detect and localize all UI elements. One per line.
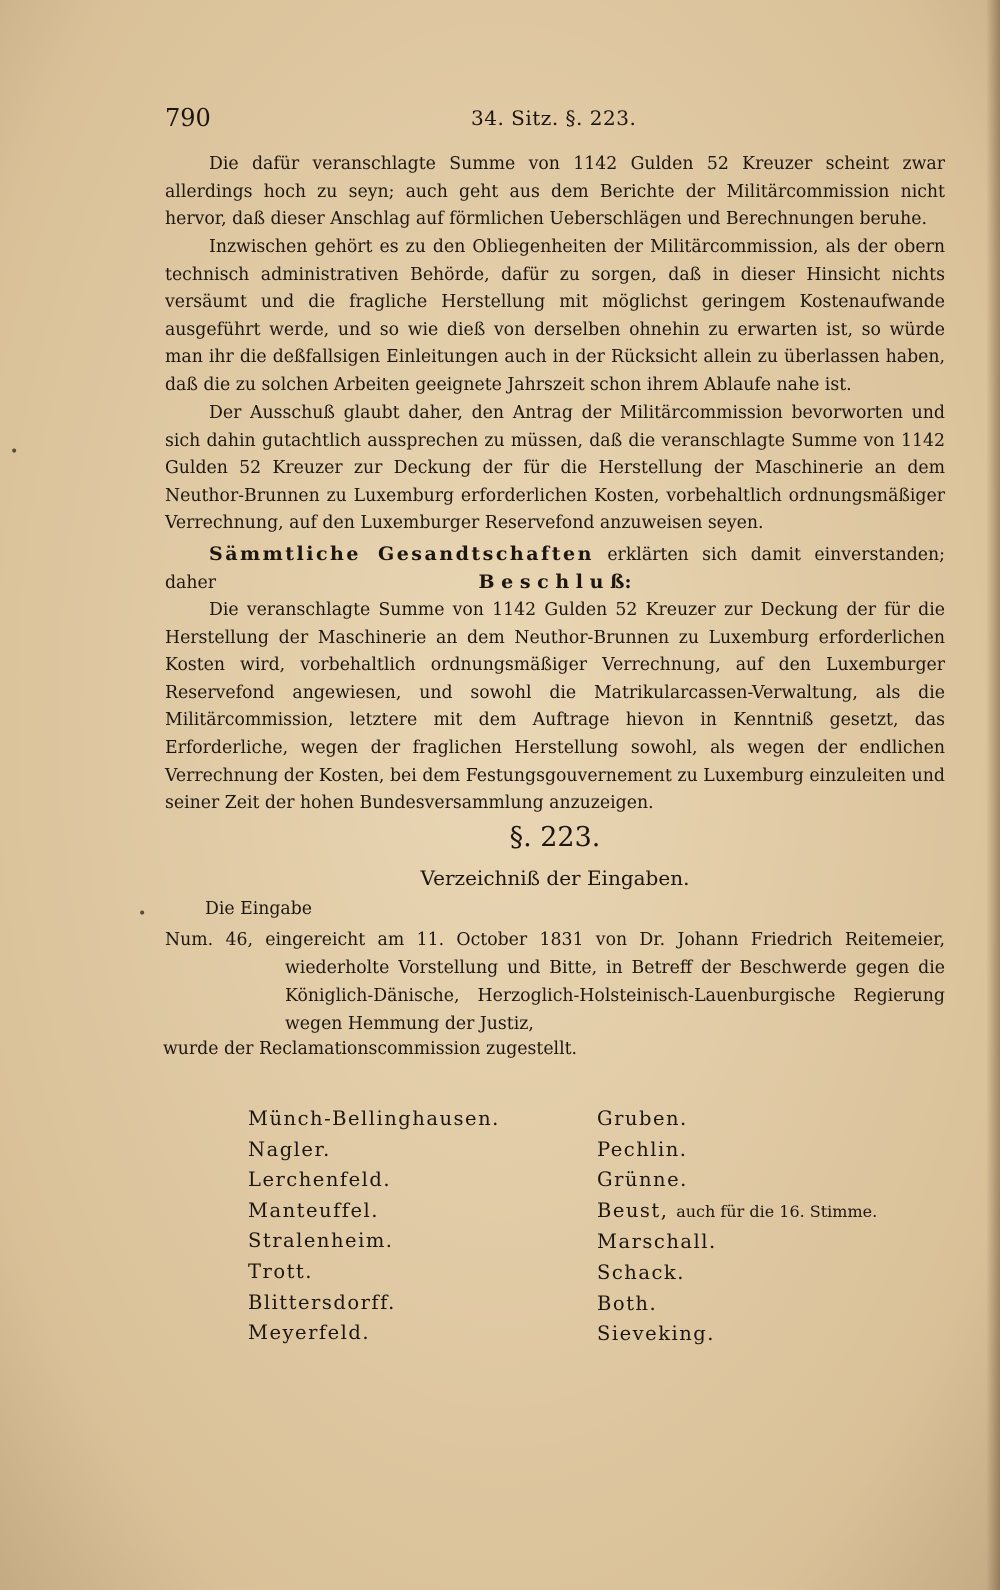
signature-name: Blittersdorff. (248, 1290, 396, 1314)
margin-dot: • (10, 444, 19, 460)
eingabe-entry: Num. 46, eingereicht am 11. October 1831 von Dr. Johann Friedrich Reitemeier, wiederholte Vorstellung und Bitte, in Betreff der Beschwerde gegen die Königlich-Dänische, Herzoglich-Holsteinisch-Lauenburgische Regierung wegen Hemmung der Justiz, (165, 930, 945, 1034)
agreement-emphasis: Sämmtliche Gesandtschaften (209, 543, 594, 565)
section-title: Verzeichniß der Eingaben. (420, 866, 690, 890)
paragraph-3: Der Ausschuß glaubt daher, den Antrag der Militärcommission bevorworten und sich dahin gutachtlich aussprechen zu müssen, daß die veranschlagte Summe von 1142 Gulden 52 Kreuzer zur Deckung der für die Herstellung der Maschinerie an dem Neuthor-Brunnen zu Luxemburg erforderlichen Kosten, vorbehaltlich ordnungsmäßiger Verrechnung, auf den Luxemburger Reservefond anzuweisen seyen. (165, 403, 945, 534)
signature-name: Trott. (248, 1259, 313, 1283)
beschluss-heading: B e s c h l u ß: (478, 571, 632, 593)
page-header (165, 104, 945, 138)
margin-dot: • (138, 906, 147, 922)
signature-name: Manteuffel. (248, 1198, 379, 1222)
beust-note: auch für die 16. Stimme. (676, 1201, 878, 1221)
page-edge-shadow (986, 0, 1000, 1590)
signatures-right (597, 1104, 877, 1350)
signature-name-beust (597, 1196, 877, 1228)
signature-name: Marschall. (597, 1230, 717, 1254)
eingabe-closing: wurde der Reclamationscommission zugestellt. (163, 1039, 578, 1059)
signature-name: Sieveking. (597, 1322, 715, 1346)
signature-name: Pechlin. (597, 1137, 688, 1161)
signature-name: Schack. (597, 1260, 685, 1284)
signature-name: Meyerfeld. (248, 1321, 371, 1345)
eingabe-intro: Die Eingabe (205, 899, 313, 919)
agreement-rest: erklärten sich damit einverstanden; daher (165, 545, 945, 593)
section-number: §. 223. (509, 822, 601, 853)
beschluss-text: Die veranschlagte Summe von 1142 Gulden 52 Kreuzer zur Deckung der für die Herstellung der Maschinerie an dem Neuthor-Brunnen zu Luxemburg erforderlichen Kosten wird, vorbehaltlich ordnungsmäßiger Verrechnung, auf den Luxemburger Reservefond angewiesen, und sowohl die Matrikularcassen-Verwaltung, als die Militärcommission, letztere mit dem Auftrage hievon in Kenntniß gesetzt, das Erforderliche, wegen der fraglichen Herstellung sowohl, als wegen der endlichen Verrechnung der Kosten, bei dem Festungsgouvernement zu Luxemburg einzuleiten und seiner Zeit der hohen Bundesversammlung anzuzeigen. (165, 600, 945, 814)
signature-name: Beust, (597, 1198, 669, 1222)
running-head: 34. Sitz. §. 223. (471, 106, 637, 130)
signature-name: Stralenheim. (248, 1229, 394, 1253)
page-number: 790 (165, 104, 211, 132)
paragraph-1: Die dafür veranschlagte Summe von 1142 Gulden 52 Kreuzer scheint zwar allerdings hoch zu seyn; auch geht aus dem Berichte der Militärcommission nicht hervor, daß dieser Anschlag auf förmlichen Ueberschlägen und Berechnungen beruhe. (165, 154, 945, 230)
signature-name: Both. (597, 1291, 658, 1315)
signature-name: Lerchenfeld. (248, 1168, 392, 1192)
signature-name: Grünne. (597, 1168, 688, 1192)
signature-name: Münch-Bellinghausen. (248, 1107, 500, 1130)
paragraph-2: Inzwischen gehört es zu den Obliegenheiten der Militärcommission, als der obern technisch administrativen Behörde, dafür zu sorgen, daß in dieser Hinsicht nichts versäumt und die fragliche Herstellung mit möglichst geringem Kostenaufwande ausgeführt werde, und so wie dieß von derselben ohnehin zu erwarten ist, so würde man ihr die deßfallsigen Einleitungen auch in der Rücksicht allein zu überlassen haben, daß die zu solchen Arbeiten geeignete Jahrszeit schon ihrem Ablaufe nahe ist. (165, 237, 945, 395)
signature-name: Nagler. (248, 1137, 331, 1161)
signatures-left (248, 1104, 500, 1349)
signature-name: Gruben. (597, 1107, 688, 1130)
